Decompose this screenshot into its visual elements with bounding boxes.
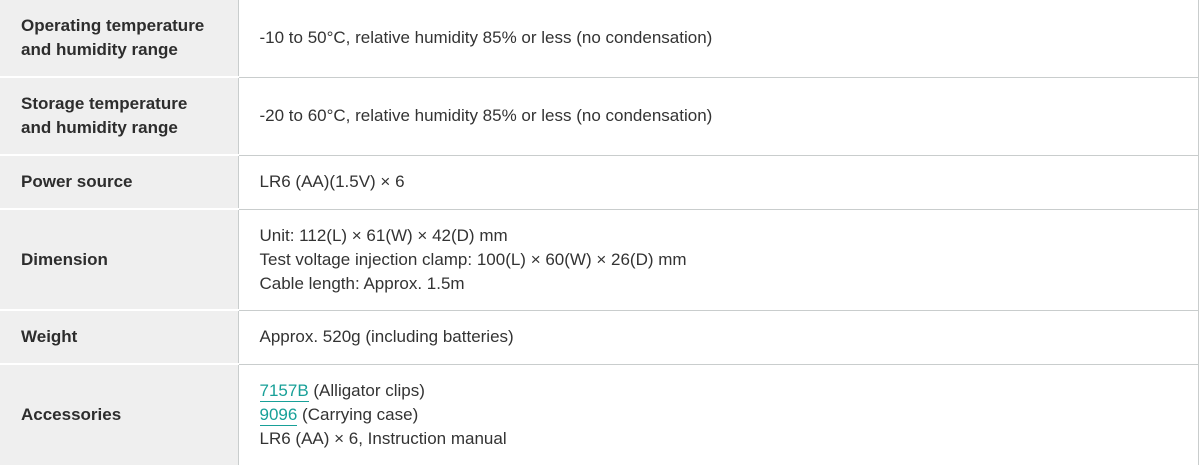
accessory-line — [260, 427, 1179, 451]
spec-label-storage-temperature: Storage temperature and humidity range — [0, 77, 238, 155]
accessory-text: (Carrying case) — [297, 404, 419, 424]
spec-value-text: Cable length: Approx. 1.5m — [259, 273, 465, 293]
spec-label-power-source: Power source — [0, 155, 238, 209]
table-row — [0, 0, 1199, 77]
spec-value-text: Test voltage injection clamp: 100(L) × 60(W) × 26(D) mm — [259, 249, 687, 269]
spec-value-power-source — [238, 155, 1199, 209]
table-row — [0, 77, 1199, 155]
link-7157B[interactable]: 7157B — [259, 380, 309, 400]
spec-value-text: Unit: 112(L) × 61(W) × 42(D) mm — [259, 225, 508, 245]
spec-value-accessories — [238, 364, 1199, 465]
table-row — [0, 364, 1199, 465]
spec-value-text: -20 to 60°C, relative humidity 85% or less (no condensation) — [259, 106, 713, 125]
spec-value-storage-temperature — [238, 77, 1199, 155]
spec-value-text: Approx. 520g (including batteries) — [259, 327, 514, 346]
spec-label-weight: Weight — [0, 310, 238, 364]
accessory-line — [260, 403, 1179, 427]
accessory-line — [260, 379, 1179, 403]
table-row — [0, 155, 1199, 209]
table-row — [0, 310, 1199, 364]
link-9096[interactable]: 9096 — [259, 404, 298, 424]
accessory-text: LR6 (AA) × 6, Instruction manual — [259, 428, 507, 448]
spec-value-operating-temperature — [238, 0, 1199, 77]
spec-label-accessories: Accessories — [0, 364, 238, 465]
spec-value-dimension — [238, 209, 1199, 310]
spec-value-text: -10 to 50°C, relative humidity 85% or less (no condensation) — [259, 28, 713, 48]
spec-label-operating-temperature: Operating temperature and humidity range — [0, 0, 238, 77]
accessory-text: (Alligator clips) — [308, 380, 425, 400]
spec-label-dimension: Dimension — [0, 209, 238, 310]
spec-value-text: LR6 (AA)(1.5V) × 6 — [259, 172, 405, 191]
table-row — [0, 209, 1199, 310]
spec-value-weight — [238, 310, 1199, 364]
